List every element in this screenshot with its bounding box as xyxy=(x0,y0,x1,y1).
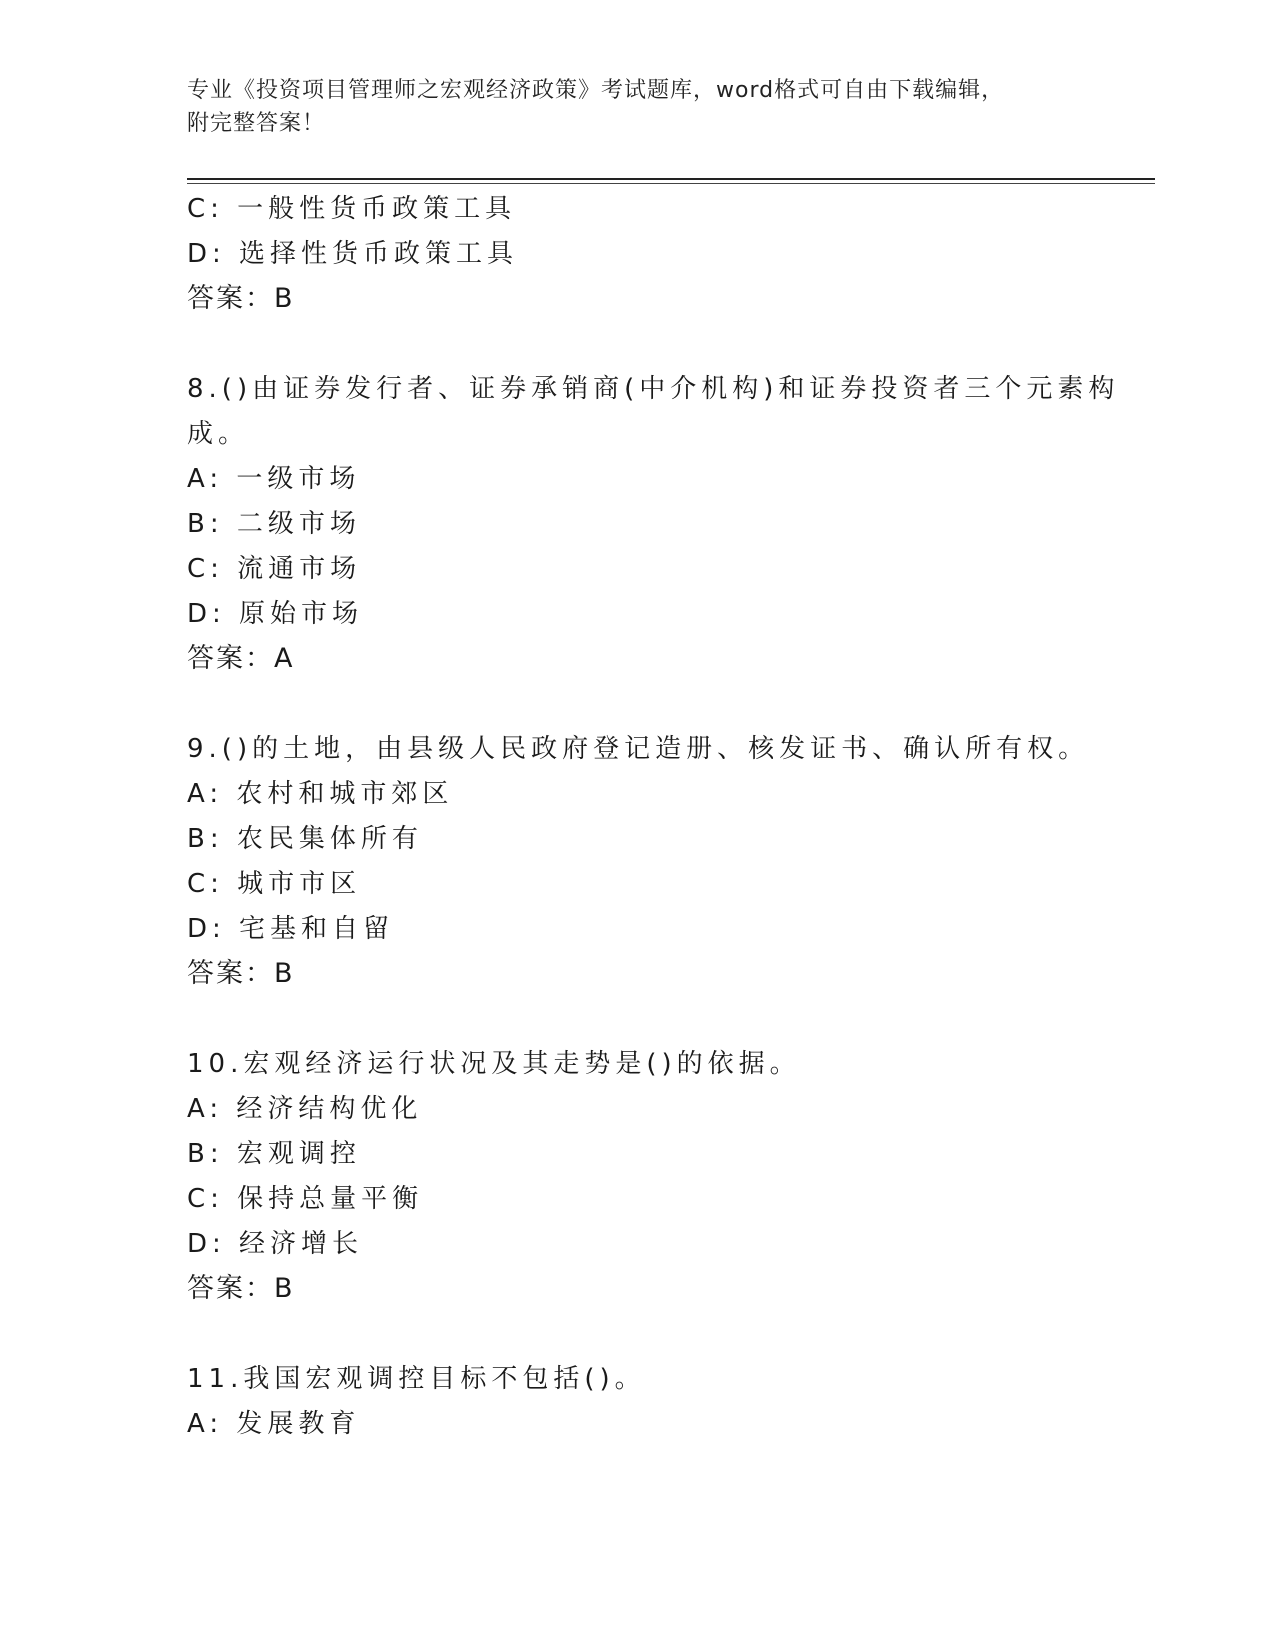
q7-answer: 答案：B xyxy=(187,283,295,314)
q8-option-c: C: 流通市场 xyxy=(187,554,362,584)
q11-option-a: A: 发展教育 xyxy=(187,1409,361,1439)
header-rule-thin xyxy=(187,183,1155,184)
q11-stem: 11.我国宏观调控目标不包括()。 xyxy=(187,1364,646,1394)
q10-answer: 答案：B xyxy=(187,1273,295,1304)
header-line-1: 专业《投资项目管理师之宏观经济政策》考试题库，word格式可自由下载编辑， xyxy=(187,78,1005,103)
q9-option-d: D: 宅基和自留 xyxy=(187,914,395,944)
q7-option-c: C: 一般性货币政策工具 xyxy=(187,194,517,224)
q10-option-c: C: 保持总量平衡 xyxy=(187,1184,424,1214)
document-header xyxy=(187,74,1087,140)
q10-stem: 10.宏观经济运行状况及其走势是()的依据。 xyxy=(187,1049,801,1079)
q9-answer: 答案：B xyxy=(187,958,295,989)
q9-option-a: A: 农村和城市郊区 xyxy=(187,779,454,809)
q9-option-c: C: 城市市区 xyxy=(187,869,362,899)
q9-option-b: B: 农民集体所有 xyxy=(187,824,423,854)
q7-option-d: D: 选择性货币政策工具 xyxy=(187,239,519,269)
q10-option-d: D: 经济增长 xyxy=(187,1229,364,1259)
q8-answer: 答案：A xyxy=(187,643,295,674)
q8-option-d: D: 原始市场 xyxy=(187,599,364,629)
q9-stem: 9.()的土地，由县级人民政府登记造册、核发证书、确认所有权。 xyxy=(187,734,1090,764)
header-line-2: 附完整答案！ xyxy=(187,111,326,136)
q8-stem-line-2: 成。 xyxy=(187,419,250,449)
q8-stem-line-1: 8.()由证券发行者、证券承销商(中介机构)和证券投资者三个元素构 xyxy=(187,374,1120,404)
q8-option-a: A: 一级市场 xyxy=(187,464,361,494)
q8-option-b: B: 二级市场 xyxy=(187,509,361,539)
q10-option-b: B: 宏观调控 xyxy=(187,1139,361,1169)
q10-option-a: A: 经济结构优化 xyxy=(187,1094,423,1124)
header-rule-thick xyxy=(187,178,1155,180)
